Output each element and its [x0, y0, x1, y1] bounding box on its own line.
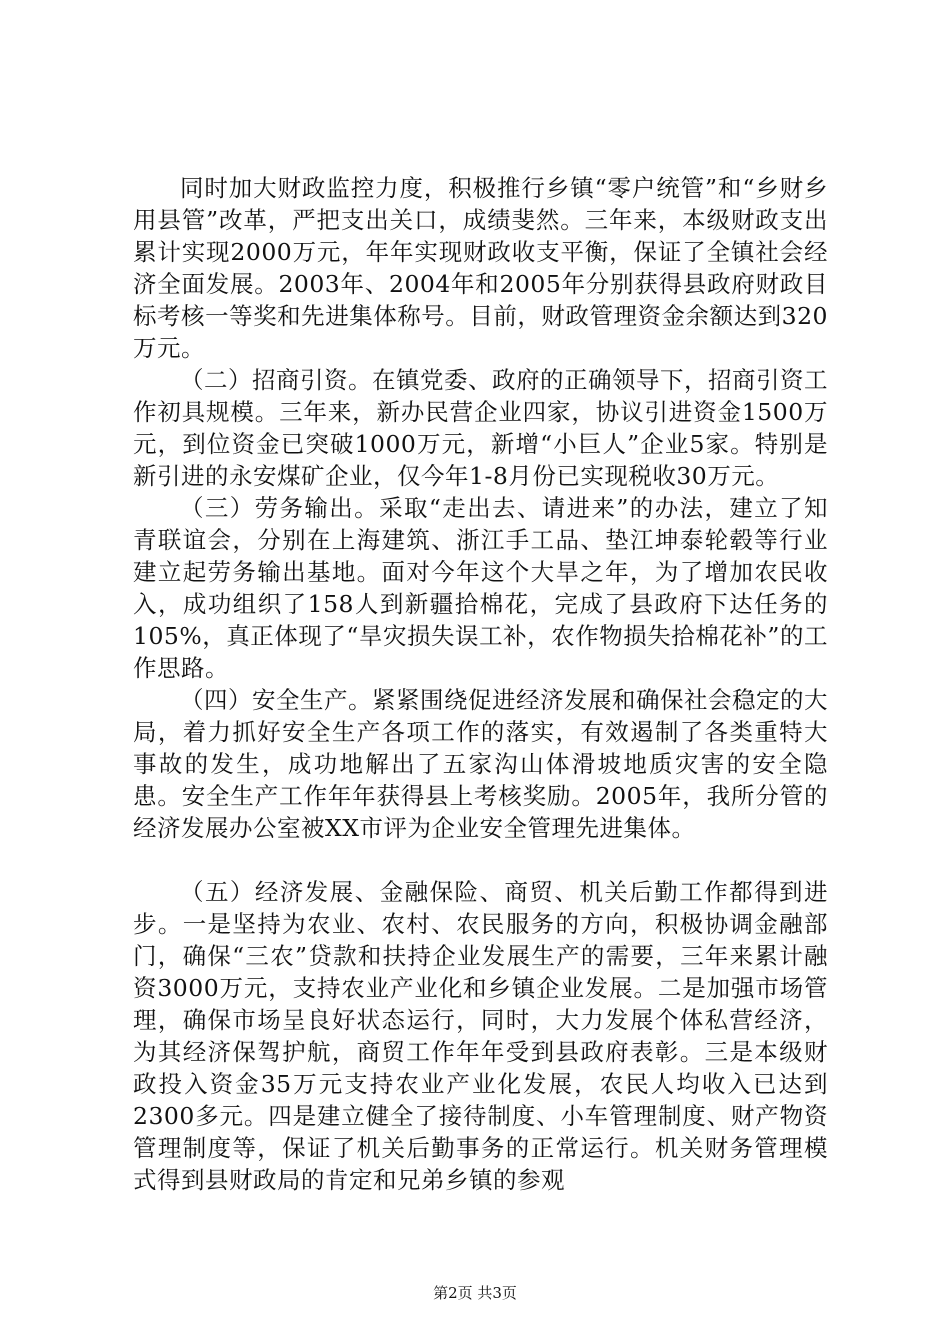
paragraph-investment: （二）招商引资。在镇党委、政府的正确领导下，招商引资工作初具规模。三年来，新办民营企业四家，协议引进资金1500万元，到位资金已突破1000万元，新增“小巨人”企业5家。特别是新引进的永安煤矿企业，仅今年1-8月份已实现税收30万元。 [133, 366, 828, 490]
paragraph-labor-export: （三）劳务输出。采取“走出去、请进来”的办法，建立了知青联谊会，分别在上海建筑、浙江手工品、垫江坤泰轮毂等行业建立起劳务输出基地。面对今年这个大旱之年，为了增加农民收入，成功组织了158人到新疆拾棉花，完成了县政府下达任务的105%，真正体现了“旱灾损失误工补，农作物损失拾棉花补”的工作思路。 [133, 494, 828, 682]
paragraph-safety: （四）安全生产。紧紧围绕促进经济发展和确保社会稳定的大局，着力抓好安全生产各项工作的落实，有效遏制了各类重特大事故的发生，成功地解出了五家沟山体滑坡地质灾害的安全隐患。安全生产工作年年获得县上考核奖励。2005年，我所分管的经济发展办公室被XX市评为企业安全管理先进集体。 [133, 686, 828, 842]
paragraph-spacer [133, 844, 828, 876]
paragraph-economy: （五）经济发展、金融保险、商贸、机关后勤工作都得到进步。一是坚持为农业、农村、农民服务的方向，积极协调金融部门，确保“三农”贷款和扶持企业发展生产的需要，三年来累计融资3000万元，支持农业产业化和乡镇企业发展。二是加强市场管理，确保市场呈良好状态运行，同时，大力发展个体私营经济，为其经济保驾护航，商贸工作年年受到县政府表彰。三是本级财政投入资金35万元支持农业产业化发展，农民人均收入已达到2300多元。四是建立健全了接待制度、小车管理制度、财产物资管理制度等，保证了机关后勤事务的正常运行。机关财务管理模式得到县财政局的肯定和兄弟乡镇的参观 [133, 878, 828, 1194]
page-footer: 第2页 共3页 [433, 1284, 517, 1302]
body-text [133, 172, 828, 1196]
paragraph-fiscal: 同时加大财政监控力度，积极推行乡镇“零户统管”和“乡财乡用县管”改革，严把支出关口，成绩斐然。三年来，本级财政支出累计实现2000万元，年年实现财政收支平衡，保证了全镇社会经济全面发展。2003年、2004年和2005年分别获得县政府财政目标考核一等奖和先进集体称号。目前，财政管理资金余额达到320万元。 [133, 174, 828, 362]
